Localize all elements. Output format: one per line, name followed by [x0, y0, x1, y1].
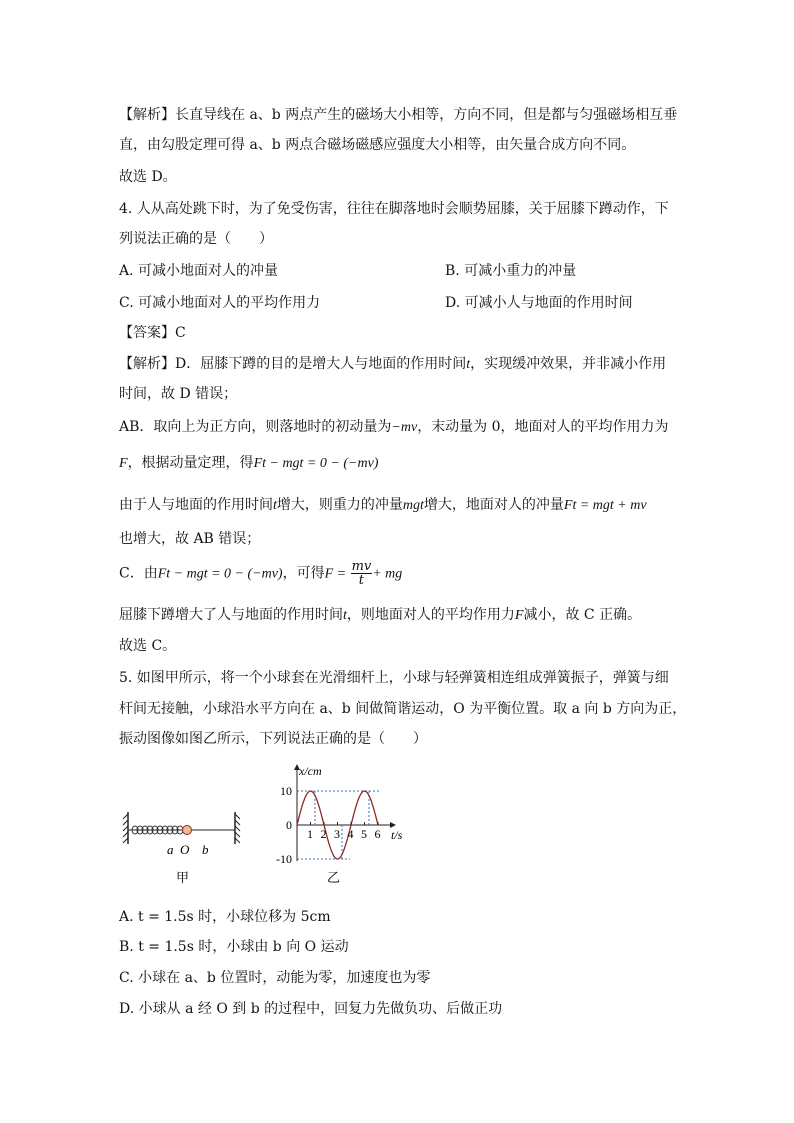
q4-analysis-line-6: 也增大，故 AB 错误；	[119, 531, 261, 547]
q4-analysis-line-8	[119, 604, 641, 624]
q4-var-t: t	[466, 357, 471, 372]
q4-fraction-numerator: mv	[351, 559, 372, 574]
q5-option-a: A. t = 1.5s 时，小球位移为 5cm	[119, 909, 331, 925]
label-b: b	[202, 842, 209, 857]
analysis-3-line-1: 【解析】长直导线在 a、b 两点产生的磁场大小相等，方向不同，但是都与匀强磁场相互垂	[119, 107, 678, 123]
q4-initial-momentum: −mv	[391, 420, 418, 435]
y-tick-minus-10: -10	[276, 852, 292, 866]
q4-var-t: t	[343, 608, 347, 623]
x-tick-label: 5	[361, 827, 367, 841]
q5-stem-line-1: 5. 如图甲所示，将一个小球套在光滑细杆上，小球与轻弹簧相连组成弹簧振子，弹簧与细	[119, 670, 669, 686]
y-tick-0: 0	[286, 818, 292, 832]
q4-option-d: D. 可减小人与地面的作用时间	[445, 295, 633, 311]
q4-impulse-equation: Ft = mgt + mv	[563, 498, 647, 513]
q4-analysis-text: 【解析】D．屈膝下蹲的目的是增大人与地面的作用时间	[119, 356, 467, 372]
figure-jia-spring-oscillator	[120, 810, 250, 888]
q4-analysis-text: 屈膝下蹲增大了人与地面的作用时间	[119, 607, 343, 623]
q5-stem-line-2: 杆间无接触，小球沿水平方向在 a、b 间做简谐运动，O 为平衡位置。取 a 向 b 方向为正，	[119, 701, 687, 717]
q4-analysis-line-4	[119, 452, 378, 472]
q4-analysis-text: 由于人与地面的作用时间	[119, 497, 273, 513]
q4-analysis-line-1	[119, 353, 666, 373]
q4-momentum-equation: Ft − mgt = 0 − (−mv)	[157, 566, 283, 582]
x-tick-label: 4	[347, 827, 354, 841]
q4-analysis-text: ，可得	[282, 565, 325, 582]
figure-yi-vibration-graph	[275, 757, 415, 885]
q4-analysis-line-3	[119, 416, 669, 436]
q4-var-F: F	[514, 608, 524, 623]
q4-option-a: A. 可减小地面对人的冲量	[119, 263, 279, 279]
q4-momentum-equation: Ft − mgt = 0 − (−mv)	[253, 456, 379, 471]
label-a: a	[167, 842, 174, 857]
q4-analysis-text: 减小，故 C 正确。	[523, 607, 642, 623]
y-axis-label: x/cm	[299, 764, 322, 778]
q4-force-rhs-tail: + mg	[372, 566, 403, 582]
q4-option-b: B. 可减小重力的冲量	[445, 263, 577, 279]
q4-analysis-line-7	[119, 560, 402, 587]
x-tick-label: 3	[334, 827, 340, 841]
figure-jia-caption: 甲	[176, 870, 190, 885]
q4-fraction	[351, 560, 373, 587]
q4-analysis-text: ，则地面对人的平均作用力	[346, 607, 515, 623]
q5-option-d: D. 小球从 a 经 O 到 b 的过程中，回复力先做负功、后做正功	[119, 1001, 503, 1017]
q4-var-t: t	[273, 498, 277, 513]
q4-var-F: F	[119, 456, 128, 471]
y-tick-10: 10	[280, 784, 292, 798]
q4-analysis-text: ，实现缓冲效果，并非减小作用	[470, 356, 667, 372]
q4-option-c: C. 可减小地面对人的平均作用力	[119, 295, 321, 311]
q5-option-b: B. t = 1.5s 时，小球由 b 向 O 运动	[119, 939, 349, 955]
q5-option-c: C. 小球在 a、b 位置时，动能为零，加速度也为零	[119, 970, 431, 986]
analysis-3-line-2: 直，由勾股定理可得 a、b 两点合磁场磁感应强度大小相等，由矢量合成方向不同。	[119, 137, 636, 153]
q4-analysis-line-2: 时间，故 D 错误；	[119, 386, 238, 402]
x-tick-label: 1	[307, 827, 313, 841]
analysis-3-conclusion: 故选 D。	[119, 169, 177, 185]
x-axis-label: t/s	[391, 828, 403, 842]
q4-gravity-impulse: mgt	[402, 498, 424, 513]
q4-analysis-line-5	[119, 494, 647, 514]
q4-fraction-denominator: t	[358, 573, 365, 588]
q4-analysis-text: C．由	[119, 565, 158, 582]
q4-stem-line-2: 列说法正确的是（ ）	[119, 231, 273, 247]
q4-answer: 【答案】C	[119, 325, 186, 341]
label-O: O	[180, 842, 190, 857]
q4-analysis-text: ，根据动量定理，得	[127, 455, 254, 471]
figure-yi-caption: 乙	[327, 870, 341, 885]
q5-stem-line-3: 振动图像如图乙所示，下列说法正确的是（ ）	[119, 731, 427, 747]
x-tick-label: 6	[374, 827, 381, 841]
q4-analysis-text: AB．取向上为正方向，则落地时的初动量为	[119, 419, 392, 435]
x-tick-label: 2	[320, 827, 327, 841]
q4-analysis-conclusion: 故选 C。	[119, 638, 177, 654]
q4-analysis-text: 增大，则重力的冲量	[276, 497, 403, 513]
q4-stem-line-1: 4. 人从高处跳下时，为了免受伤害，往往在脚落地时会顺势屈膝，关于屈膝下蹲动作，下	[119, 201, 669, 217]
q4-analysis-text: ，末动量为 0，地面对人的平均作用力为	[417, 419, 669, 435]
q4-force-lhs: F =	[324, 566, 347, 582]
q4-analysis-text: 增大，地面对人的冲量	[423, 497, 564, 513]
